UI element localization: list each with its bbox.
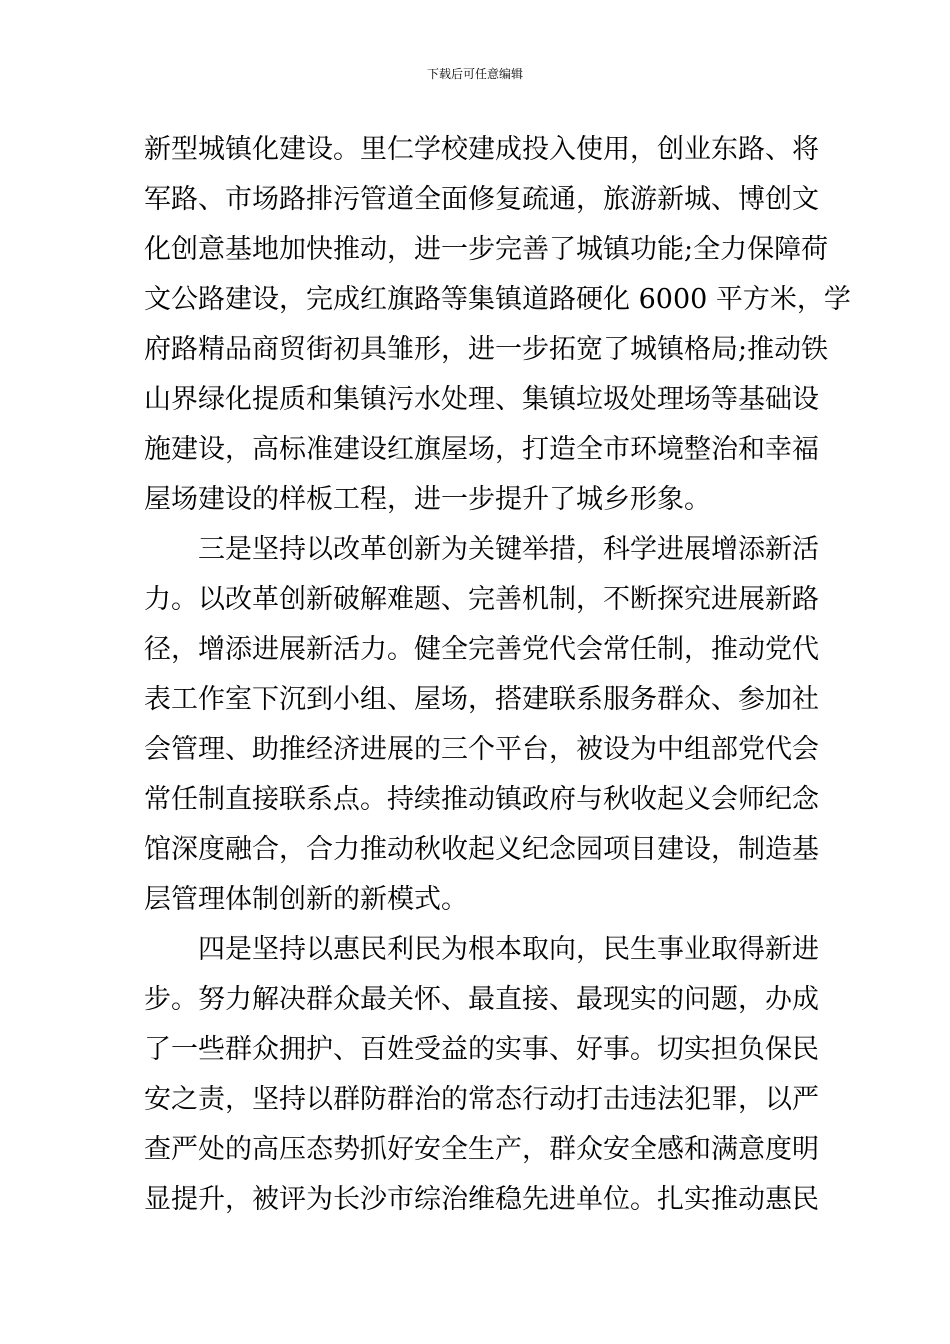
text-line: 了一些群众拥护、百姓受益的实事、好事。切实担负保民 [144, 1034, 819, 1065]
text-line: 军路、市场路排污管道全面修复疏通，旅游新城、博创文 [144, 184, 819, 215]
text-line: 层管理体制创新的新模式。 [144, 884, 468, 915]
paragraph-first-line: 四是坚持以惠民利民为根本取向，民生事业取得新进 [198, 934, 819, 965]
text-line: 屋场建设的样板工程，进一步提升了城乡形象。 [144, 484, 711, 515]
paragraph-first-line: 三是坚持以改革创新为关键举措，科学进展增添新活 [198, 534, 819, 565]
text-line: 施建设，高标准建设红旗屋场，打造全市环境整治和幸福 [144, 434, 819, 465]
text-line: 山界绿化提质和集镇污水处理、集镇垃圾处理场等基础设 [144, 384, 819, 415]
text-line: 化创意基地加快推动，进一步完善了城镇功能;全力保障荷 [144, 234, 829, 265]
text-line: 显提升，被评为长沙市综治维稳先进单位。扎实推动惠民 [144, 1184, 819, 1215]
text-line: 常任制直接联系点。持续推动镇政府与秋收起义会师纪念 [144, 784, 819, 815]
text-line: 府路精品商贸街初具雏形，进一步拓宽了城镇格局;推动铁 [144, 334, 829, 365]
page-header: 下载后可任意编辑 [426, 67, 523, 81]
text-line: 文公路建设，完成红旗路等集镇道路硬化 6000 平方米，学 [144, 284, 851, 315]
text-line: 会管理、助推经济进展的三个平台，被设为中组部党代会 [144, 734, 819, 765]
text-line: 馆深度融合，合力推动秋收起义纪念园项目建设，制造基 [144, 834, 819, 865]
document-body [144, 125, 851, 1225]
text-line: 表工作室下沉到小组、屋场，搭建联系服务群众、参加社 [144, 684, 819, 715]
text-line: 查严处的高压态势抓好安全生产，群众安全感和满意度明 [144, 1134, 819, 1165]
text-line: 力。以改革创新破解难题、完善机制，不断探究进展新路 [144, 584, 819, 615]
text-line: 新型城镇化建设。里仁学校建成投入使用，创业东路、将 [144, 134, 819, 165]
text-line: 径，增添进展新活力。健全完善党代会常任制，推动党代 [144, 634, 819, 665]
text-line: 步。努力解决群众最关怀、最直接、最现实的问题，办成 [144, 984, 819, 1015]
text-line: 安之责，坚持以群防群治的常态行动打击违法犯罪，以严 [144, 1084, 819, 1115]
